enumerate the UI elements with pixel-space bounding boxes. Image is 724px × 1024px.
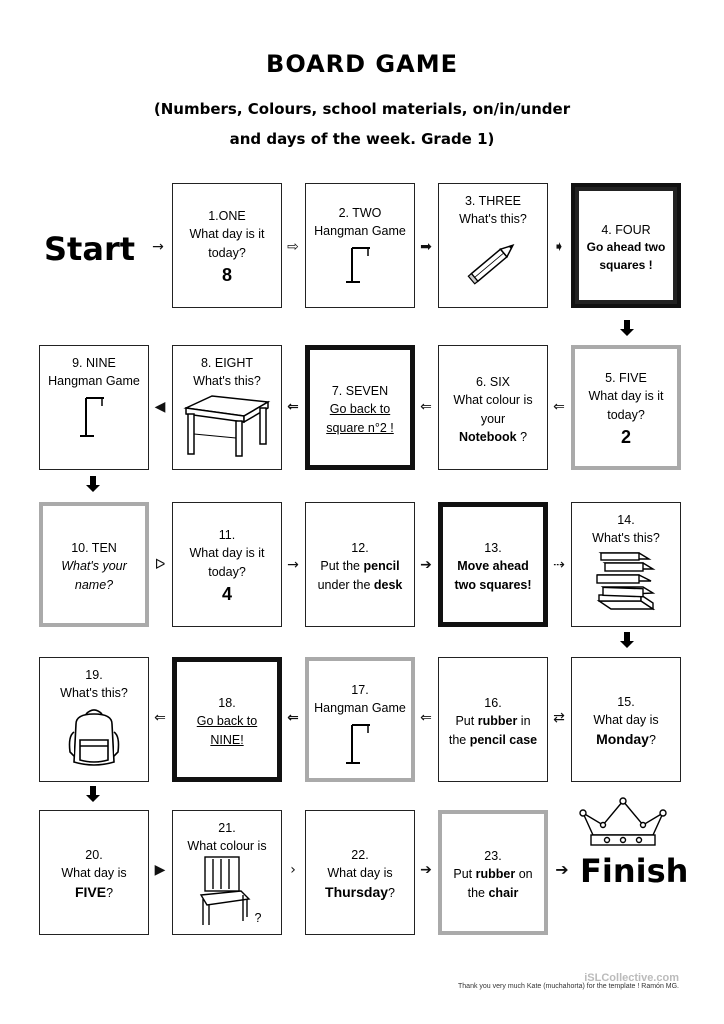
square-21-qmark: ? bbox=[254, 911, 262, 926]
square-23-prep: on bbox=[515, 867, 533, 882]
square-18-instruction-end: NINE! bbox=[210, 732, 244, 747]
square-17-task: Hangman Game bbox=[314, 701, 406, 716]
square-19[interactable] bbox=[39, 657, 149, 782]
arrow-2: ➡ bbox=[420, 239, 432, 255]
square-3[interactable] bbox=[438, 183, 548, 308]
square-1-question-end: today? bbox=[208, 245, 246, 260]
gallows-icon bbox=[74, 394, 114, 438]
square-10-question: What's your bbox=[61, 559, 127, 574]
square-18[interactable] bbox=[172, 657, 282, 782]
square-23-text-b: the bbox=[467, 885, 489, 900]
square-9[interactable] bbox=[39, 345, 149, 470]
square-22-qmark: ? bbox=[388, 886, 395, 901]
square-13-instruction: Move ahead bbox=[457, 559, 529, 574]
square-20-number: 20. bbox=[85, 848, 103, 863]
arrow-7: ⇐ bbox=[287, 399, 299, 415]
square-16-object: rubber bbox=[477, 714, 518, 729]
square-14-question: What's this? bbox=[592, 531, 660, 546]
square-13-number: 13. bbox=[484, 541, 502, 556]
square-12-place: desk bbox=[373, 577, 403, 592]
square-20-question: What day is bbox=[61, 866, 127, 881]
square-7-instruction: Go back to bbox=[329, 402, 391, 417]
square-10-number: 10. TEN bbox=[71, 541, 117, 556]
square-20-day: FIVE bbox=[74, 884, 107, 901]
arrow-4 bbox=[617, 320, 637, 338]
square-23[interactable] bbox=[438, 810, 548, 935]
arrow-start: → bbox=[152, 239, 164, 255]
start-label: Start bbox=[44, 230, 136, 268]
square-19-question: What's this? bbox=[60, 686, 128, 701]
square-6-qmark: ? bbox=[520, 429, 528, 444]
chair-icon bbox=[193, 855, 253, 927]
table-icon bbox=[182, 394, 272, 458]
arrow-21: › bbox=[290, 862, 296, 878]
square-13-instruction-end: two squares! bbox=[454, 577, 532, 592]
square-1-number: 1.ONE bbox=[208, 209, 246, 224]
square-1-value: 8 bbox=[221, 264, 232, 285]
arrow-9 bbox=[83, 476, 103, 495]
square-4-instruction-end: squares ! bbox=[599, 257, 653, 272]
square-12-number: 12. bbox=[351, 541, 369, 556]
square-23-object: rubber bbox=[475, 867, 516, 882]
square-7-instruction-end: square n°2 ! bbox=[326, 420, 394, 435]
square-12-object: pencil bbox=[363, 559, 400, 574]
square-12-text-b: under the bbox=[317, 577, 374, 592]
square-15-day: Monday bbox=[596, 731, 649, 748]
square-5-value: 2 bbox=[620, 426, 631, 447]
page-title: BOARD GAME bbox=[266, 50, 458, 78]
square-16-number: 16. bbox=[484, 696, 502, 711]
arrow-10: ᐅ bbox=[154, 557, 166, 573]
square-4[interactable] bbox=[571, 183, 681, 308]
square-7[interactable] bbox=[305, 345, 415, 470]
arrow-22: ➔ bbox=[420, 862, 432, 878]
subtitle-line-2: and days of the week. Grade 1) bbox=[229, 130, 495, 148]
square-8-number: 8. EIGHT bbox=[200, 356, 254, 370]
square-14-number: 14. bbox=[617, 513, 635, 527]
square-2-task: Hangman Game bbox=[314, 224, 406, 239]
square-4-instruction: Go ahead two bbox=[586, 240, 666, 255]
arrow-15: ⇄ bbox=[553, 710, 565, 726]
square-23-place: chair bbox=[488, 885, 519, 900]
square-17[interactable] bbox=[305, 657, 415, 782]
square-2-number: 2. TWO bbox=[338, 206, 382, 220]
arrow-13: ⇢ bbox=[553, 557, 565, 573]
gallows-icon bbox=[340, 721, 380, 765]
square-15-qmark: ? bbox=[648, 733, 656, 748]
square-21-question: What colour is bbox=[187, 839, 267, 854]
square-21-number: 21. bbox=[218, 821, 236, 835]
arrow-8: ◀ bbox=[154, 399, 166, 415]
gallows-icon bbox=[340, 244, 380, 284]
square-1[interactable] bbox=[172, 183, 282, 308]
square-18-number: 18. bbox=[218, 696, 236, 711]
square-22-day: Thursday bbox=[325, 884, 389, 901]
square-3-question: What's this? bbox=[459, 212, 527, 227]
square-5-question-end: today? bbox=[607, 407, 645, 422]
square-3-number: 3. THREE bbox=[464, 194, 522, 208]
square-16-place: pencil case bbox=[469, 732, 538, 747]
arrow-18: ⇐ bbox=[154, 710, 166, 726]
arrow-20: ▶ bbox=[154, 862, 166, 878]
square-20[interactable] bbox=[39, 810, 149, 935]
finish-label: Finish bbox=[580, 852, 689, 890]
arrow-16: ⇐ bbox=[420, 710, 432, 726]
square-6-question-mid: your bbox=[480, 411, 506, 426]
watermark: iSLCollective.com bbox=[584, 972, 679, 984]
square-16-text-a: Put bbox=[455, 714, 478, 729]
square-11-question: What day is it bbox=[189, 546, 265, 561]
square-12[interactable] bbox=[305, 502, 415, 627]
square-20-qmark: ? bbox=[106, 886, 114, 901]
square-6[interactable] bbox=[438, 345, 548, 470]
books-icon bbox=[593, 551, 659, 615]
square-15-number: 15. bbox=[617, 695, 635, 710]
square-8[interactable] bbox=[172, 345, 282, 470]
square-12-text-a: Put the bbox=[320, 559, 364, 574]
arrow-19 bbox=[83, 786, 103, 805]
square-2[interactable] bbox=[305, 183, 415, 308]
arrow-11: → bbox=[287, 557, 299, 573]
square-15-question: What day is bbox=[593, 713, 659, 728]
arrow-3: ➧ bbox=[553, 239, 565, 255]
square-11[interactable] bbox=[172, 502, 282, 627]
square-22-question: What day is bbox=[327, 866, 393, 881]
square-6-object: Notebook bbox=[458, 429, 517, 444]
arrow-6: ⇐ bbox=[420, 399, 432, 415]
arrow-1: ⇨ bbox=[287, 239, 299, 255]
square-16[interactable] bbox=[438, 657, 548, 782]
square-9-number: 9. NINE bbox=[72, 356, 116, 370]
arrow-14 bbox=[617, 632, 637, 651]
square-9-task: Hangman Game bbox=[48, 374, 140, 389]
square-23-text-a: Put bbox=[453, 867, 476, 882]
square-11-number: 11. bbox=[218, 528, 236, 543]
square-15[interactable] bbox=[571, 657, 681, 782]
square-11-value: 4 bbox=[221, 583, 232, 604]
square-16-text-b: the bbox=[448, 732, 470, 747]
square-21[interactable] bbox=[172, 810, 282, 935]
subtitle-line-1: (Numbers, Colours, school materials, on/in/under bbox=[153, 100, 571, 118]
credit-note: Thank you very much Kate (muchahorta) for the template ! Ramón MG. bbox=[458, 983, 679, 990]
square-5-number: 5. FIVE bbox=[605, 371, 647, 386]
square-22[interactable] bbox=[305, 810, 415, 935]
square-5-question: What day is it bbox=[588, 389, 664, 404]
square-14[interactable] bbox=[571, 502, 681, 627]
square-10[interactable] bbox=[39, 502, 149, 627]
square-4-number: 4. FOUR bbox=[601, 223, 651, 238]
backpack-icon bbox=[66, 706, 122, 768]
square-6-number: 6. SIX bbox=[475, 375, 511, 390]
square-16-prep: in bbox=[517, 714, 531, 729]
square-10-question-end: name? bbox=[74, 577, 114, 592]
arrow-5: ⇐ bbox=[553, 399, 565, 415]
square-5[interactable] bbox=[571, 345, 681, 470]
square-11-question-end: today? bbox=[208, 564, 246, 579]
square-13[interactable] bbox=[438, 502, 548, 627]
arrow-12: ➔ bbox=[420, 557, 432, 573]
square-7-number: 7. SEVEN bbox=[331, 384, 389, 399]
pencil-icon bbox=[463, 232, 523, 292]
square-1-question: What day is it bbox=[189, 227, 265, 242]
square-17-number: 17. bbox=[351, 683, 369, 697]
square-18-instruction: Go back to bbox=[196, 714, 258, 729]
square-19-number: 19. bbox=[85, 668, 103, 682]
square-6-question: What colour is bbox=[453, 393, 533, 408]
arrow-17: ⇐ bbox=[287, 710, 299, 726]
arrow-23: ➔ bbox=[555, 860, 569, 879]
square-23-number: 23. bbox=[484, 849, 502, 864]
square-8-question: What's this? bbox=[193, 374, 261, 389]
square-22-number: 22. bbox=[351, 848, 369, 863]
crown-icon bbox=[577, 795, 669, 849]
